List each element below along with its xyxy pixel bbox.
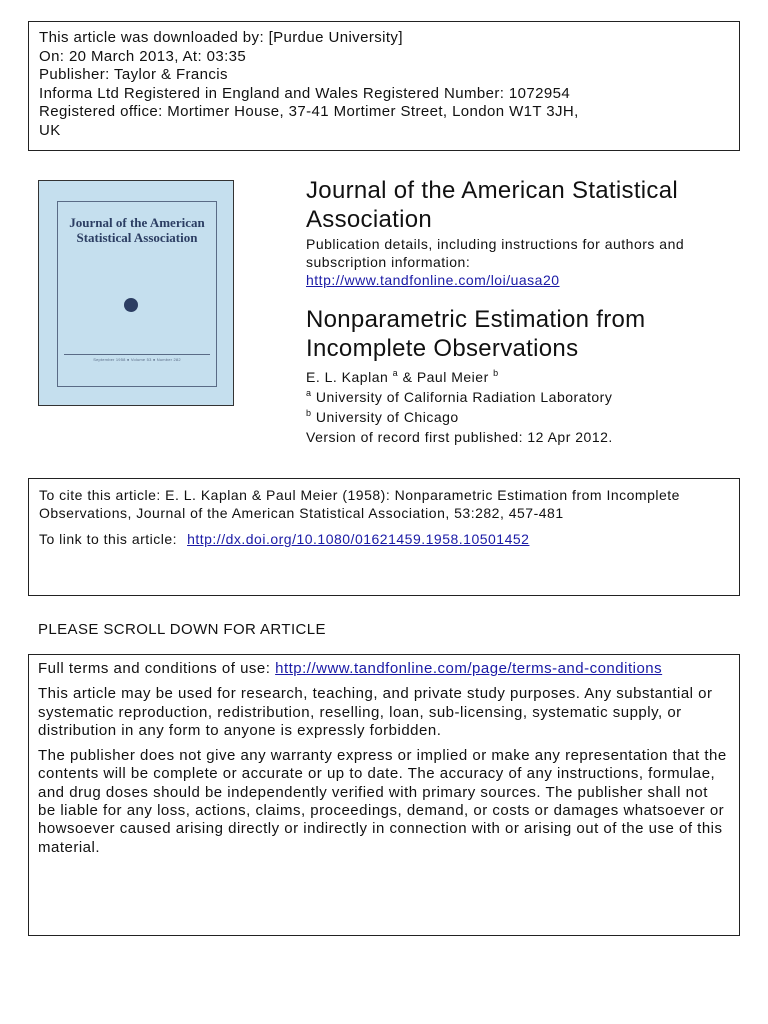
author-name: Paul Meier xyxy=(416,369,489,385)
download-line: Registered office: Mortimer House, 37-41 Mortimer Street, London W1T 3JH, xyxy=(39,103,579,121)
seal-icon xyxy=(124,298,138,312)
version-of-record: Version of record first published: 12 Apr 2012. xyxy=(306,429,613,445)
download-line: On: 20 March 2013, At: 03:35 xyxy=(39,47,247,65)
affiliation-marker: a xyxy=(306,388,312,398)
affiliation-name: University of California Radiation Laboratory xyxy=(315,389,613,405)
author-name: E. L. Kaplan xyxy=(306,369,389,385)
publication-details: Publication details, including instructions for authors and subscription information: xyxy=(306,236,685,270)
affiliation-marker: b xyxy=(493,368,499,378)
cover-title: Journal of the American Statistical Association xyxy=(69,215,205,245)
download-line: Publisher: Taylor & Francis xyxy=(39,66,228,84)
terms-line xyxy=(38,660,730,678)
affiliation-marker: b xyxy=(306,408,312,418)
cover-frame xyxy=(57,201,217,387)
download-line: Informa Ltd Registered in England and Wales Registered Number: 1072954 xyxy=(39,84,571,102)
journal-info xyxy=(306,176,746,447)
author-separator: & xyxy=(398,369,417,385)
cover-footer: September 1958 ● Volume 53 ● Number 282 xyxy=(93,357,181,362)
journal-cover-image xyxy=(38,180,234,406)
journal-link[interactable]: http://www.tandfonline.com/loi/uasa20 xyxy=(306,272,560,288)
citation-box xyxy=(28,478,740,596)
link-label: To link to this article: xyxy=(39,531,178,547)
affiliation-a xyxy=(306,387,746,407)
journal-title: Journal of the American Statistical Association xyxy=(306,177,679,233)
download-line: UK xyxy=(39,121,61,139)
article-title: Nonparametric Estimation from Incomplete Observations xyxy=(306,306,646,362)
authors xyxy=(306,367,746,387)
doi-link[interactable]: http://dx.doi.org/10.1080/01621459.1958.10501452 xyxy=(187,531,530,547)
affiliation-name: University of Chicago xyxy=(315,409,459,425)
usage-paragraph: This article may be used for research, teaching, and private study purposes. Any substantial or systematic reproduction, redistribution, reselling, loan, sub-licensing, systematic supply, or distribution in any form to anyone is expressly forbidden. xyxy=(38,685,713,739)
article-link-row xyxy=(39,530,729,548)
scroll-notice: PLEASE SCROLL DOWN FOR ARTICLE xyxy=(38,621,326,638)
terms-box xyxy=(28,654,740,936)
citation-text: To cite this article: E. L. Kaplan & Paul Meier (1958): Nonparametric Estimation from Incomplete Observations, Journal of the American Statistical Association, 53:282, 457-481 xyxy=(39,487,680,521)
terms-label: Full terms and conditions of use: xyxy=(38,660,276,677)
affiliation-marker: a xyxy=(392,368,399,378)
download-line: This article was downloaded by: [Purdue University] xyxy=(39,29,403,46)
affiliation-b xyxy=(306,407,746,427)
download-info-box xyxy=(28,21,740,151)
terms-link[interactable]: http://www.tandfonline.com/page/terms-and-conditions xyxy=(275,660,663,677)
disclaimer-paragraph: The publisher does not give any warranty express or implied or make any representation that the contents will be complete or accurate or up to date. The accuracy of any instructions, formulae, and drug doses should be independently verified with primary sources. The publisher shall not be liable for any loss, actions, claims, proceedings, demand, or costs or damages whatsoever or howsoever caused arising directly or indirectly in connection with or arising out of the use of this material. xyxy=(38,747,727,856)
